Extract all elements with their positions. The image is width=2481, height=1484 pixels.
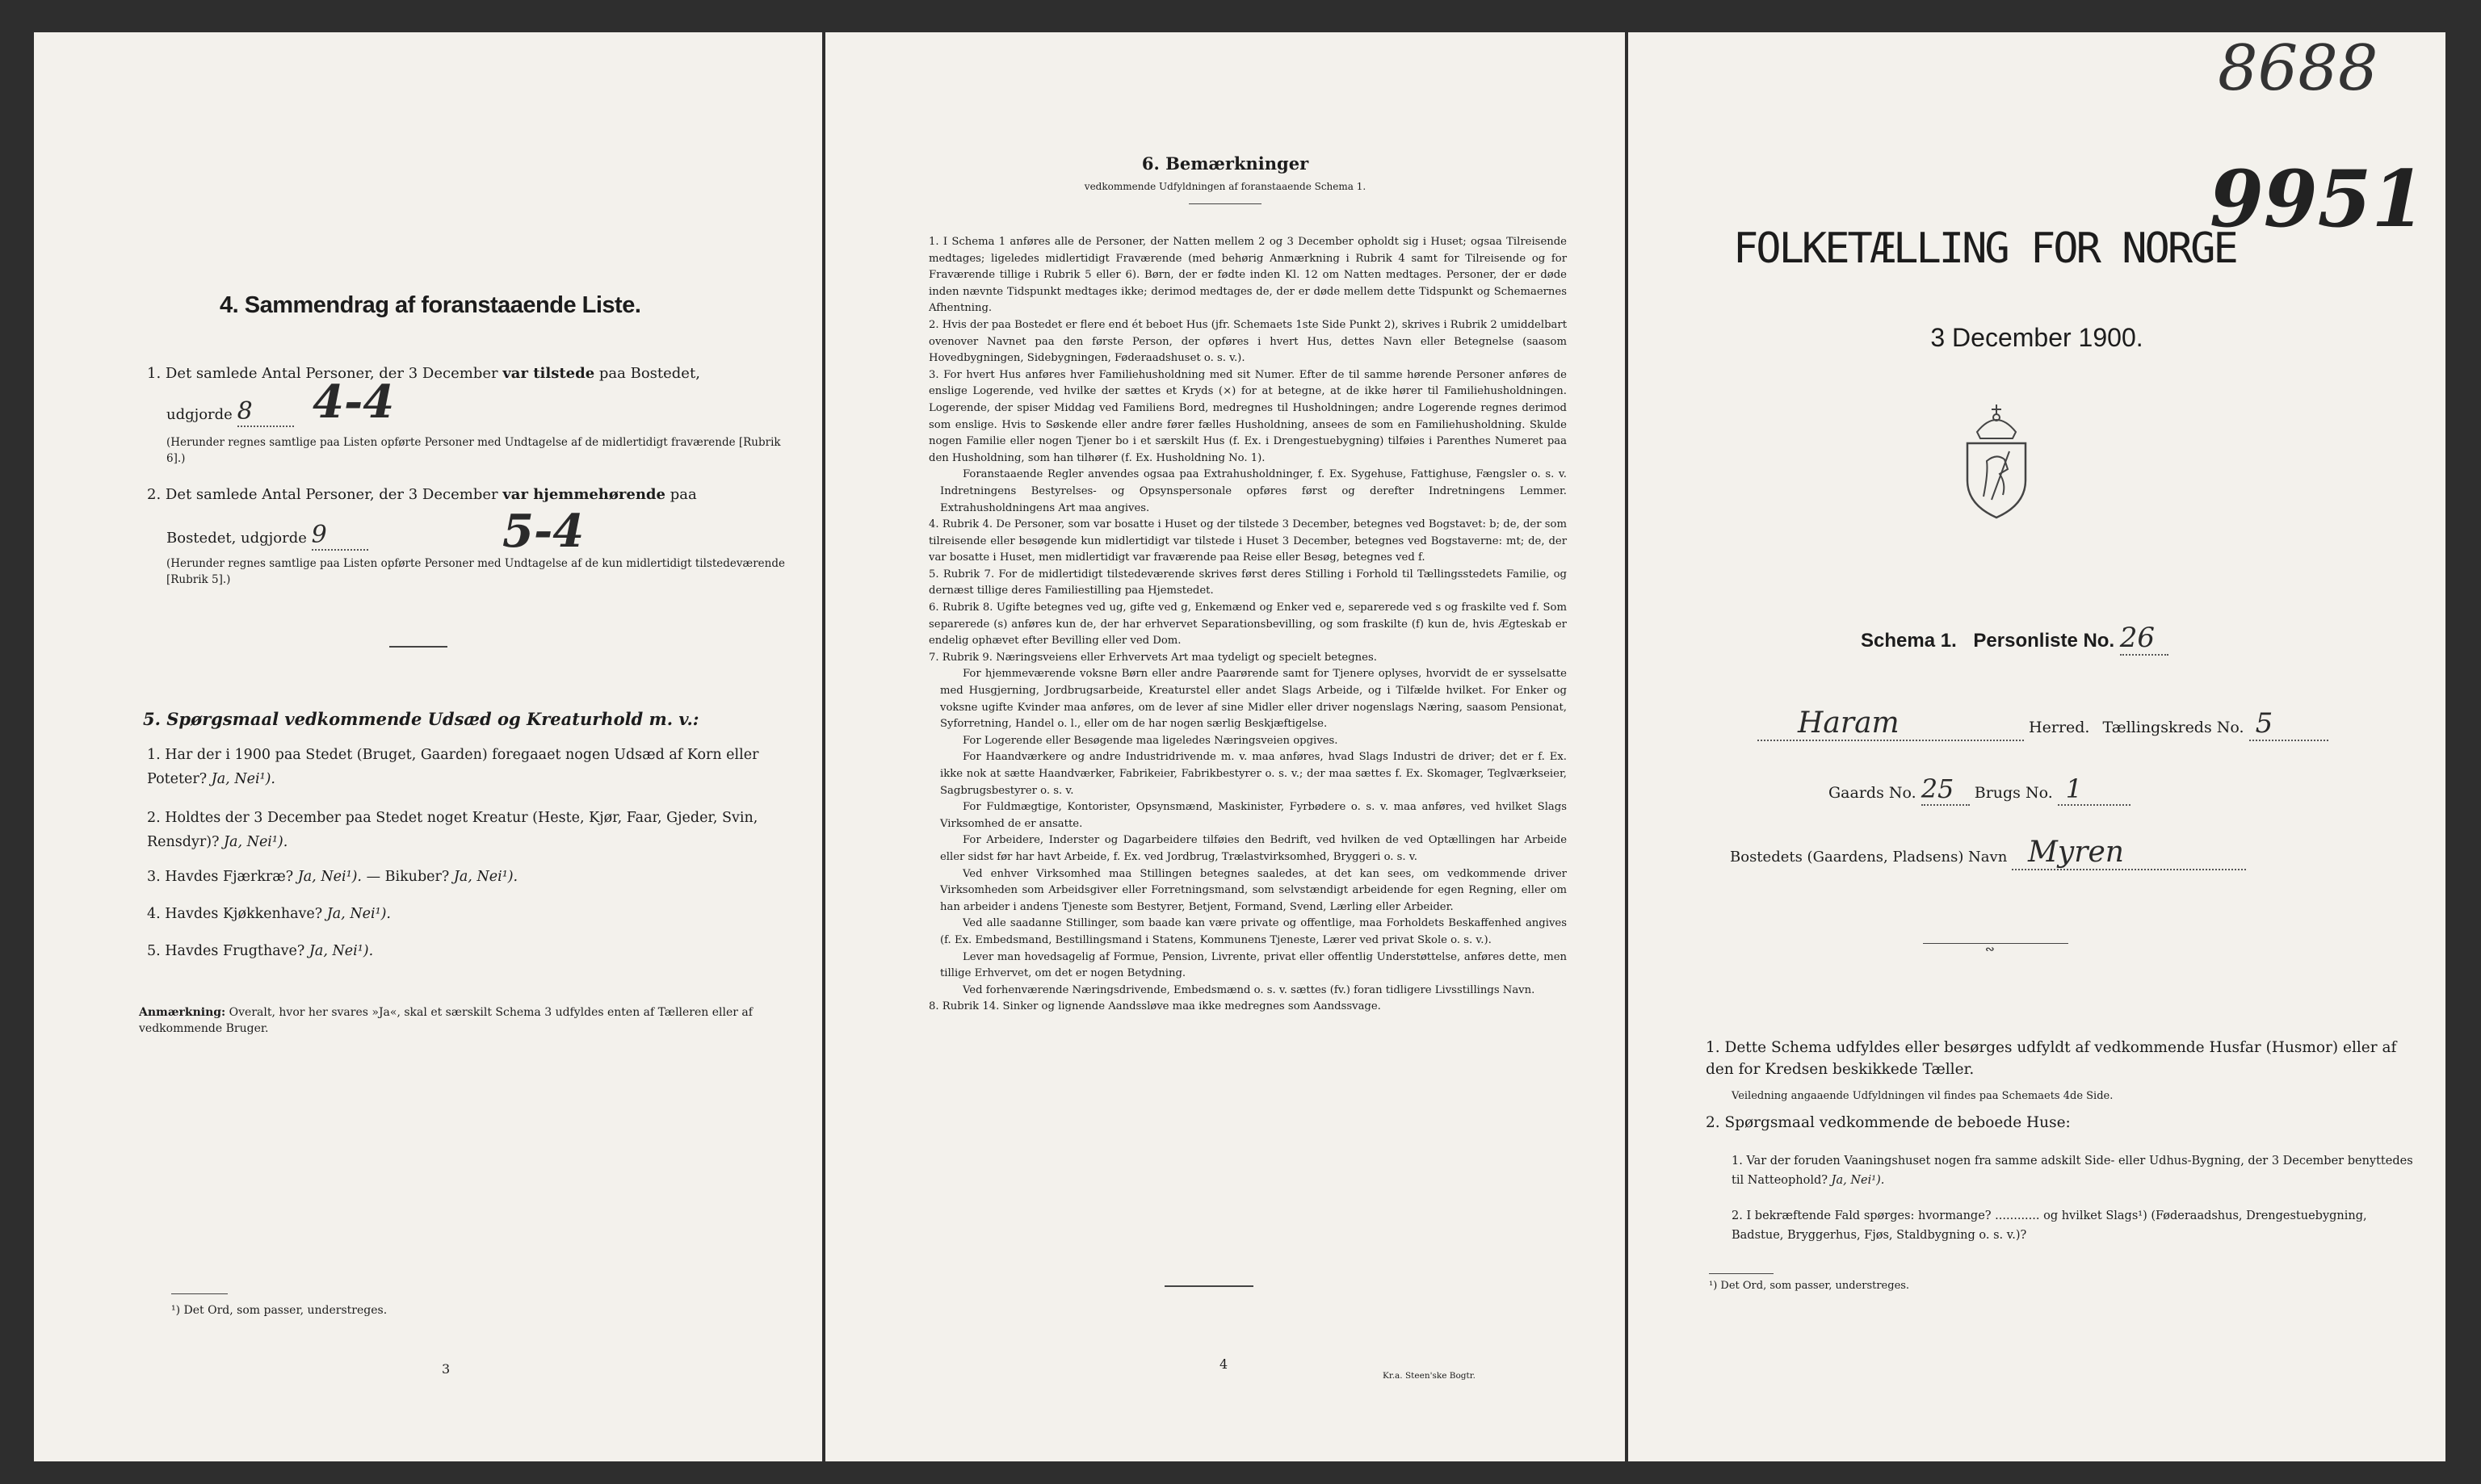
remark-paragraph: 4. Rubrik 4. De Personer, som var bosatte i Huset og der tilstede 3 December, betegnes ved Bogstavet: b; de, der som tilreisende eller besøgende kun midlertidigt var tilstede i Huset 3 December, betegnes ved Bogstaverne: mt; de, der var bosatte i Huset, men midlertidigt var fraværende paa Reise eller Besøg, betegnes ved f. xyxy=(929,518,1567,564)
remark-paragraph: For Arbeidere, Inderster og Dagarbeidere tilføies den Bedrift, ved hvilken de ved Optællingen har Arbeide eller sidst før har havt Arbeide, f. Ex. ved Jordbrug, Trælastvirksomhed, Bryggeri o. s. v. xyxy=(940,834,1567,863)
q5-ja: Ja, xyxy=(309,943,328,959)
section-4-title: 4. Sammendrag af foranstaaende Liste. xyxy=(220,292,641,318)
q3-ja: Ja, xyxy=(297,869,317,885)
personliste-label: Personliste No. xyxy=(1973,630,2115,652)
q3b-text: — Bikuber? xyxy=(366,869,450,885)
note-1: 1. Dette Schema udfyldes eller besørges udfyldt af vedkommende Husfar (Husmor) eller af den for Kredsen beskikkede Tæller. xyxy=(1706,1039,2397,1078)
note-2-1-answer: Ja, Nei¹). xyxy=(1831,1174,1885,1187)
item-2-value: 9 xyxy=(312,521,368,551)
brugs-number: 1 xyxy=(2058,773,2130,806)
note-2-2: 2. I bekræftende Fald spørges: hvormange? ............ og hvilket Slags¹) (Føderaadshus, Drengestuebygning, Badstue, Bryggerhus, Fjøs, Staldbygning o. s. v.)? xyxy=(1732,1209,2367,1242)
q4-nei: Nei¹). xyxy=(350,906,391,922)
item-2-label: Bostedet, udgjorde xyxy=(166,530,307,547)
item-1-text-end: paa Bostedet, xyxy=(598,365,700,382)
item-1-text: 1. Det samlede Antal Personer, der 3 December xyxy=(147,365,498,382)
remark-paragraph: For Haandværkere og andre Industridrivende m. v. maa anføres, hvad Slags Industri de driver; det er f. Ex. ikke nok at sætte Haandværker, Fabrikeier, Fabrikbestyrer o. s. v.; der maa sættes f. Ex. Skomager, Teglværkseier, Sagbrugsbestyrer o. s. v. xyxy=(940,751,1567,797)
remark-paragraph: 5. Rubrik 7. For de midlertidigt tilstedeværende skrives først deres Stilling i Forhold til Tællingsstedets Familie, og dernæst tillige deres Familiestilling paa Hjemstedet. xyxy=(929,568,1567,597)
q2-text: 2. Holdtes der 3 December paa Stedet noget Kreatur (Heste, Kjør, Faar, Gjeder, Svin, Rensdyr)? xyxy=(147,810,758,850)
q3-nei: Nei¹). xyxy=(321,869,362,885)
gaards-label: Gaards No. xyxy=(1828,784,1916,802)
item-1-line xyxy=(166,397,294,427)
item-2-emph: var hjemmehørende xyxy=(502,486,665,503)
page-4 xyxy=(825,32,1625,1461)
census-date: 3 December 1900. xyxy=(1930,323,2143,352)
archive-number-bottom: 9951 xyxy=(2210,153,2426,245)
archive-number-top: 8688 xyxy=(2218,32,2378,105)
remark-paragraph: Ved alle saadanne Stillinger, som baade kan være private og offentlige, maa Forholdets Beskaffenhed angives (f. Ex. Embedsmand, Bestillingsmand i Statens, Kommunens Tjeneste, Lærer ved privat Skole o. s. v.). xyxy=(940,917,1567,946)
item-1-emph: var tilstede xyxy=(502,365,595,382)
remark-paragraph: 1. I Schema 1 anføres alle de Personer, der Natten mellem 2 og 3 December opholdt sig i Huset; ogsaa Tilreisende medtages; ligeledes midlertidigt Fraværende (med behørig Anmærkning i Rubrik 4 samt for Tilreisende og for Fraværende tillige i Rubrik 5 eller 6). Børn, der er fødte inden Kl. 12 om Natten medtages. Personer, der er døde inden nævnte Tidspunkt medtages ikke; derimod medtages de, der er døde mellem dette Tidspunkt og Schemaernes Afhentning. xyxy=(929,236,1567,315)
q1-text: 1. Har der i 1900 paa Stedet (Bruget, Gaarden) foregaaet nogen Udsæd af Korn eller Poteter? xyxy=(147,747,759,787)
q4-ja: Ja, xyxy=(326,906,346,922)
anmerkning-text: Overalt, hvor her svares »Ja«, skal et særskilt Schema 3 udfyldes enten af Tælleren eller af vedkommende Bruger. xyxy=(139,1006,753,1035)
item-1-label: udgjorde xyxy=(166,406,233,423)
q1 xyxy=(147,743,793,791)
item-2-note: (Herunder regnes samtlige paa Listen opførte Personer med Undtagelse af de kun midlertidigt tilstedeværende [Rubrik 5].) xyxy=(166,557,785,586)
remark-paragraph: 6. Rubrik 8. Ugifte betegnes ved ug, gifte ved g, Enkemænd og Enker ved e, separerede ved s og fraskilte ved f. Som separerede (s) anføres kun de, der har erhvervet Separationsbevilling, og som fraskilte (f) kun de, hvis Ægteskab er endelig ophævet efter Bevilling eller ved Dom. xyxy=(929,602,1567,648)
footnote: ¹) Det Ord, som passer, understreges. xyxy=(1709,1280,1910,1292)
bosted-line xyxy=(1730,836,2246,870)
remark-paragraph: For Fuldmægtige, Kontorister, Opsynsmænd, Maskinister, Fyrbødere o. s. v. maa anføres, ved hvilket Slags Virksomhed de er ansatte. xyxy=(940,801,1567,830)
kreds-number: 5 xyxy=(2249,707,2328,741)
remark-paragraph: 2. Hvis der paa Bostedet er flere end ét beboet Hus (jfr. Schemaets 1ste Side Punkt 2), skrives i Rubrik 2 umiddelbart ovenover Navnet paa den første Person, der opføres i hvert Hus, dettes Navn eller Betegnelse (saasom Hovedbygningen, Sidebygningen, Føderaadshuset o. s. v.). xyxy=(929,318,1567,365)
divider xyxy=(1923,943,2068,944)
q1-nei: Nei¹). xyxy=(234,771,275,787)
q3b-ja: Ja, xyxy=(453,869,472,885)
remark-paragraph: For hjemmeværende voksne Børn eller andre Paarørende samt for Tjenere oplyses, hvorvidt de er sysselsatte med Husgjerning, Jordbrugsarbeide, Kreaturstel eller andet Slags Arbeide, og i Tilfælde hvilket. For Enker og voksne ugifte Kvinder maa anføres, om de lever af sine Midler eller driver nogenslags Næring, saasom Pensionat, Syforretning, Handel o. l., eller om de har nogen særlig Beskjæftigelse. xyxy=(940,668,1567,731)
item-1-value: 8 xyxy=(237,397,294,427)
note-2: 2. Spørgsmaal vedkommende de beboede Huse: xyxy=(1706,1114,2071,1131)
footnote: ¹) Det Ord, som passer, understreges. xyxy=(171,1304,388,1317)
remarks-subtitle: vedkommende Udfyldningen af foranstaaende Schema 1. xyxy=(1084,181,1366,192)
anmerkning xyxy=(139,1004,801,1037)
note-2-1 xyxy=(1732,1151,2418,1190)
gaards-number: 25 xyxy=(1921,773,1970,806)
item-1 xyxy=(147,365,793,382)
divider xyxy=(389,646,447,648)
section-5-title: 5. Spørgsmaal vedkommende Udsæd og Kreaturhold m. v.: xyxy=(143,709,699,729)
ornament-icon: ∾ xyxy=(1985,943,1995,956)
remark-paragraph: 3. For hvert Hus anføres hver Familiehusholdning med sit Numer. Efter de til samme hørende Personer anføres de enslige Logerende, ved hvilke der sættes et Kryds (×) for at betegne, at de ikke hører til Familiehusholdningen. Logerende, der spiser Middag ved Familiens Bord, medregnes til Husholdningen; andre Logerende regnes derimod som enslige. Hvis to Søskende eller andre fører fælles Husholdning, ansees de som en Familiehusholdning. Skulde nogen Familie eller nogen Tjener bo i et særskilt Hus (f. Ex. i Drengestuebygning) tilføies i Parenthes Numeret paa den Husholdning, som han tilhører (f. Ex. Husholdning No. 1). xyxy=(929,368,1567,464)
remarks-title: 6. Bemærkninger xyxy=(1141,153,1309,174)
item-1-note: (Herunder regnes samtlige paa Listen opførte Personer med Undtagelse af de midlertidigt fraværende [Rubrik 6].) xyxy=(166,436,781,465)
q4 xyxy=(147,906,391,922)
printer-mark: Kr.a. Steen'ske Bogtr. xyxy=(1383,1371,1476,1381)
bosted-value: Myren xyxy=(2012,836,2246,870)
page-number: 4 xyxy=(1220,1356,1228,1372)
brugs-label: Brugs No. xyxy=(1974,784,2053,802)
census-title: FOLKETÆLLING FOR NORGE xyxy=(1733,224,2236,273)
herred-value: Haram xyxy=(1757,706,2024,741)
note-2-1-text: 1. Var der foruden Vaaningshuset nogen fra samme adskilt Side- eller Udhus-Bygning, der 3 December benyttedes til Natteophold? xyxy=(1732,1155,2413,1187)
page-number: 3 xyxy=(442,1361,451,1377)
q2 xyxy=(147,806,793,854)
q1-ja: Ja, xyxy=(211,771,230,787)
item-1-handwritten: 4-4 xyxy=(313,375,395,429)
q5-nei: Nei¹). xyxy=(332,943,374,959)
item-2-handwritten: 5-4 xyxy=(502,505,585,558)
bosted-label: Bostedets (Gaardens, Pladsens) Navn xyxy=(1730,849,2008,866)
remark-paragraph: Ved forhenværende Næringsdrivende, Embedsmænd o. s. v. sættes (fv.) foran tidligere Livsstillings Navn. xyxy=(963,983,1535,996)
remark-paragraph: 7. Rubrik 9. Næringsveiens eller Erhvervets Art maa tydeligt og specielt betegnes. xyxy=(929,651,1377,664)
kreds-label: Tællingskreds No. xyxy=(2102,719,2244,736)
q2-nei: Nei¹). xyxy=(246,834,288,850)
remarks-rule xyxy=(1189,203,1261,204)
anmerkning-label: Anmærkning: xyxy=(139,1006,226,1019)
q2-answer xyxy=(224,834,288,850)
q5-text: 5. Havdes Frugthave? xyxy=(147,943,305,959)
q3b-nei: Nei¹). xyxy=(476,869,518,885)
remarks-end-rule xyxy=(1165,1285,1253,1287)
item-2-text-end: paa xyxy=(670,486,697,503)
q3-text: 3. Havdes Fjærkræ? xyxy=(147,869,294,885)
gaards-line xyxy=(1828,773,2130,806)
q3 xyxy=(147,869,518,885)
item-2 xyxy=(147,486,793,503)
remark-paragraph: For Logerende eller Besøgende maa ligeledes Næringsveien opgives. xyxy=(963,734,1338,747)
q4-text: 4. Havdes Kjøkkenhave? xyxy=(147,906,323,922)
item-2-line xyxy=(166,521,368,551)
page-1 xyxy=(1628,32,2445,1461)
remark-paragraph: Foranstaaende Regler anvendes ogsaa paa Extrahusholdninger, f. Ex. Sygehuse, Fattighuse, Fængsler o. s. v. Indretningens Bestyrelses- og Opsynspersonale opføres først og derefter Indretningens Lemmer. Extrahusholdningens Art maa angives. xyxy=(940,468,1567,514)
herred-line xyxy=(1757,706,2428,741)
norwegian-crest-icon xyxy=(1959,400,2034,521)
footnote-rule xyxy=(1709,1273,1774,1274)
item-2-text: 2. Det samlede Antal Personer, der 3 December xyxy=(147,486,498,503)
remark-paragraph: Ved enhver Virksomhed maa Stillingen betegnes saaledes, at det kan sees, om vedkommende driver Virksomheden som Arbeidsgiver eller Forretningsmand, som selvstændigt arbeidende for egen Regning, eller om han arbeider i andens Tjeneste som Bestyrer, Betjent, Formand, Svend, Lærling eller Arbeider. xyxy=(940,867,1567,913)
page-3 xyxy=(34,32,822,1461)
schema-label: Schema 1. xyxy=(1861,630,1957,652)
q2-ja: Ja, xyxy=(224,834,243,850)
note-1-sub: Veiledning angaaende Udfyldningen vil findes paa Schemaets 4de Side. xyxy=(1732,1090,2114,1102)
herred-label: Herred. xyxy=(2029,719,2090,736)
schema-line xyxy=(1861,622,2168,656)
q5 xyxy=(147,943,373,959)
remarks-body xyxy=(929,234,1567,1016)
q1-answer xyxy=(212,771,275,787)
remark-paragraph: Lever man hovedsagelig af Formue, Pension, Livrente, privat eller offentlig Understøttelse, anføres dette, men tillige Erhvervet, om det er nogen Betydning. xyxy=(940,950,1567,980)
personliste-number: 26 xyxy=(2120,622,2168,656)
remark-paragraph: 8. Rubrik 14. Sinker og lignende Aandssløve maa ikke medregnes som Aandssvage. xyxy=(929,1000,1381,1013)
footnote-rule xyxy=(171,1293,228,1294)
